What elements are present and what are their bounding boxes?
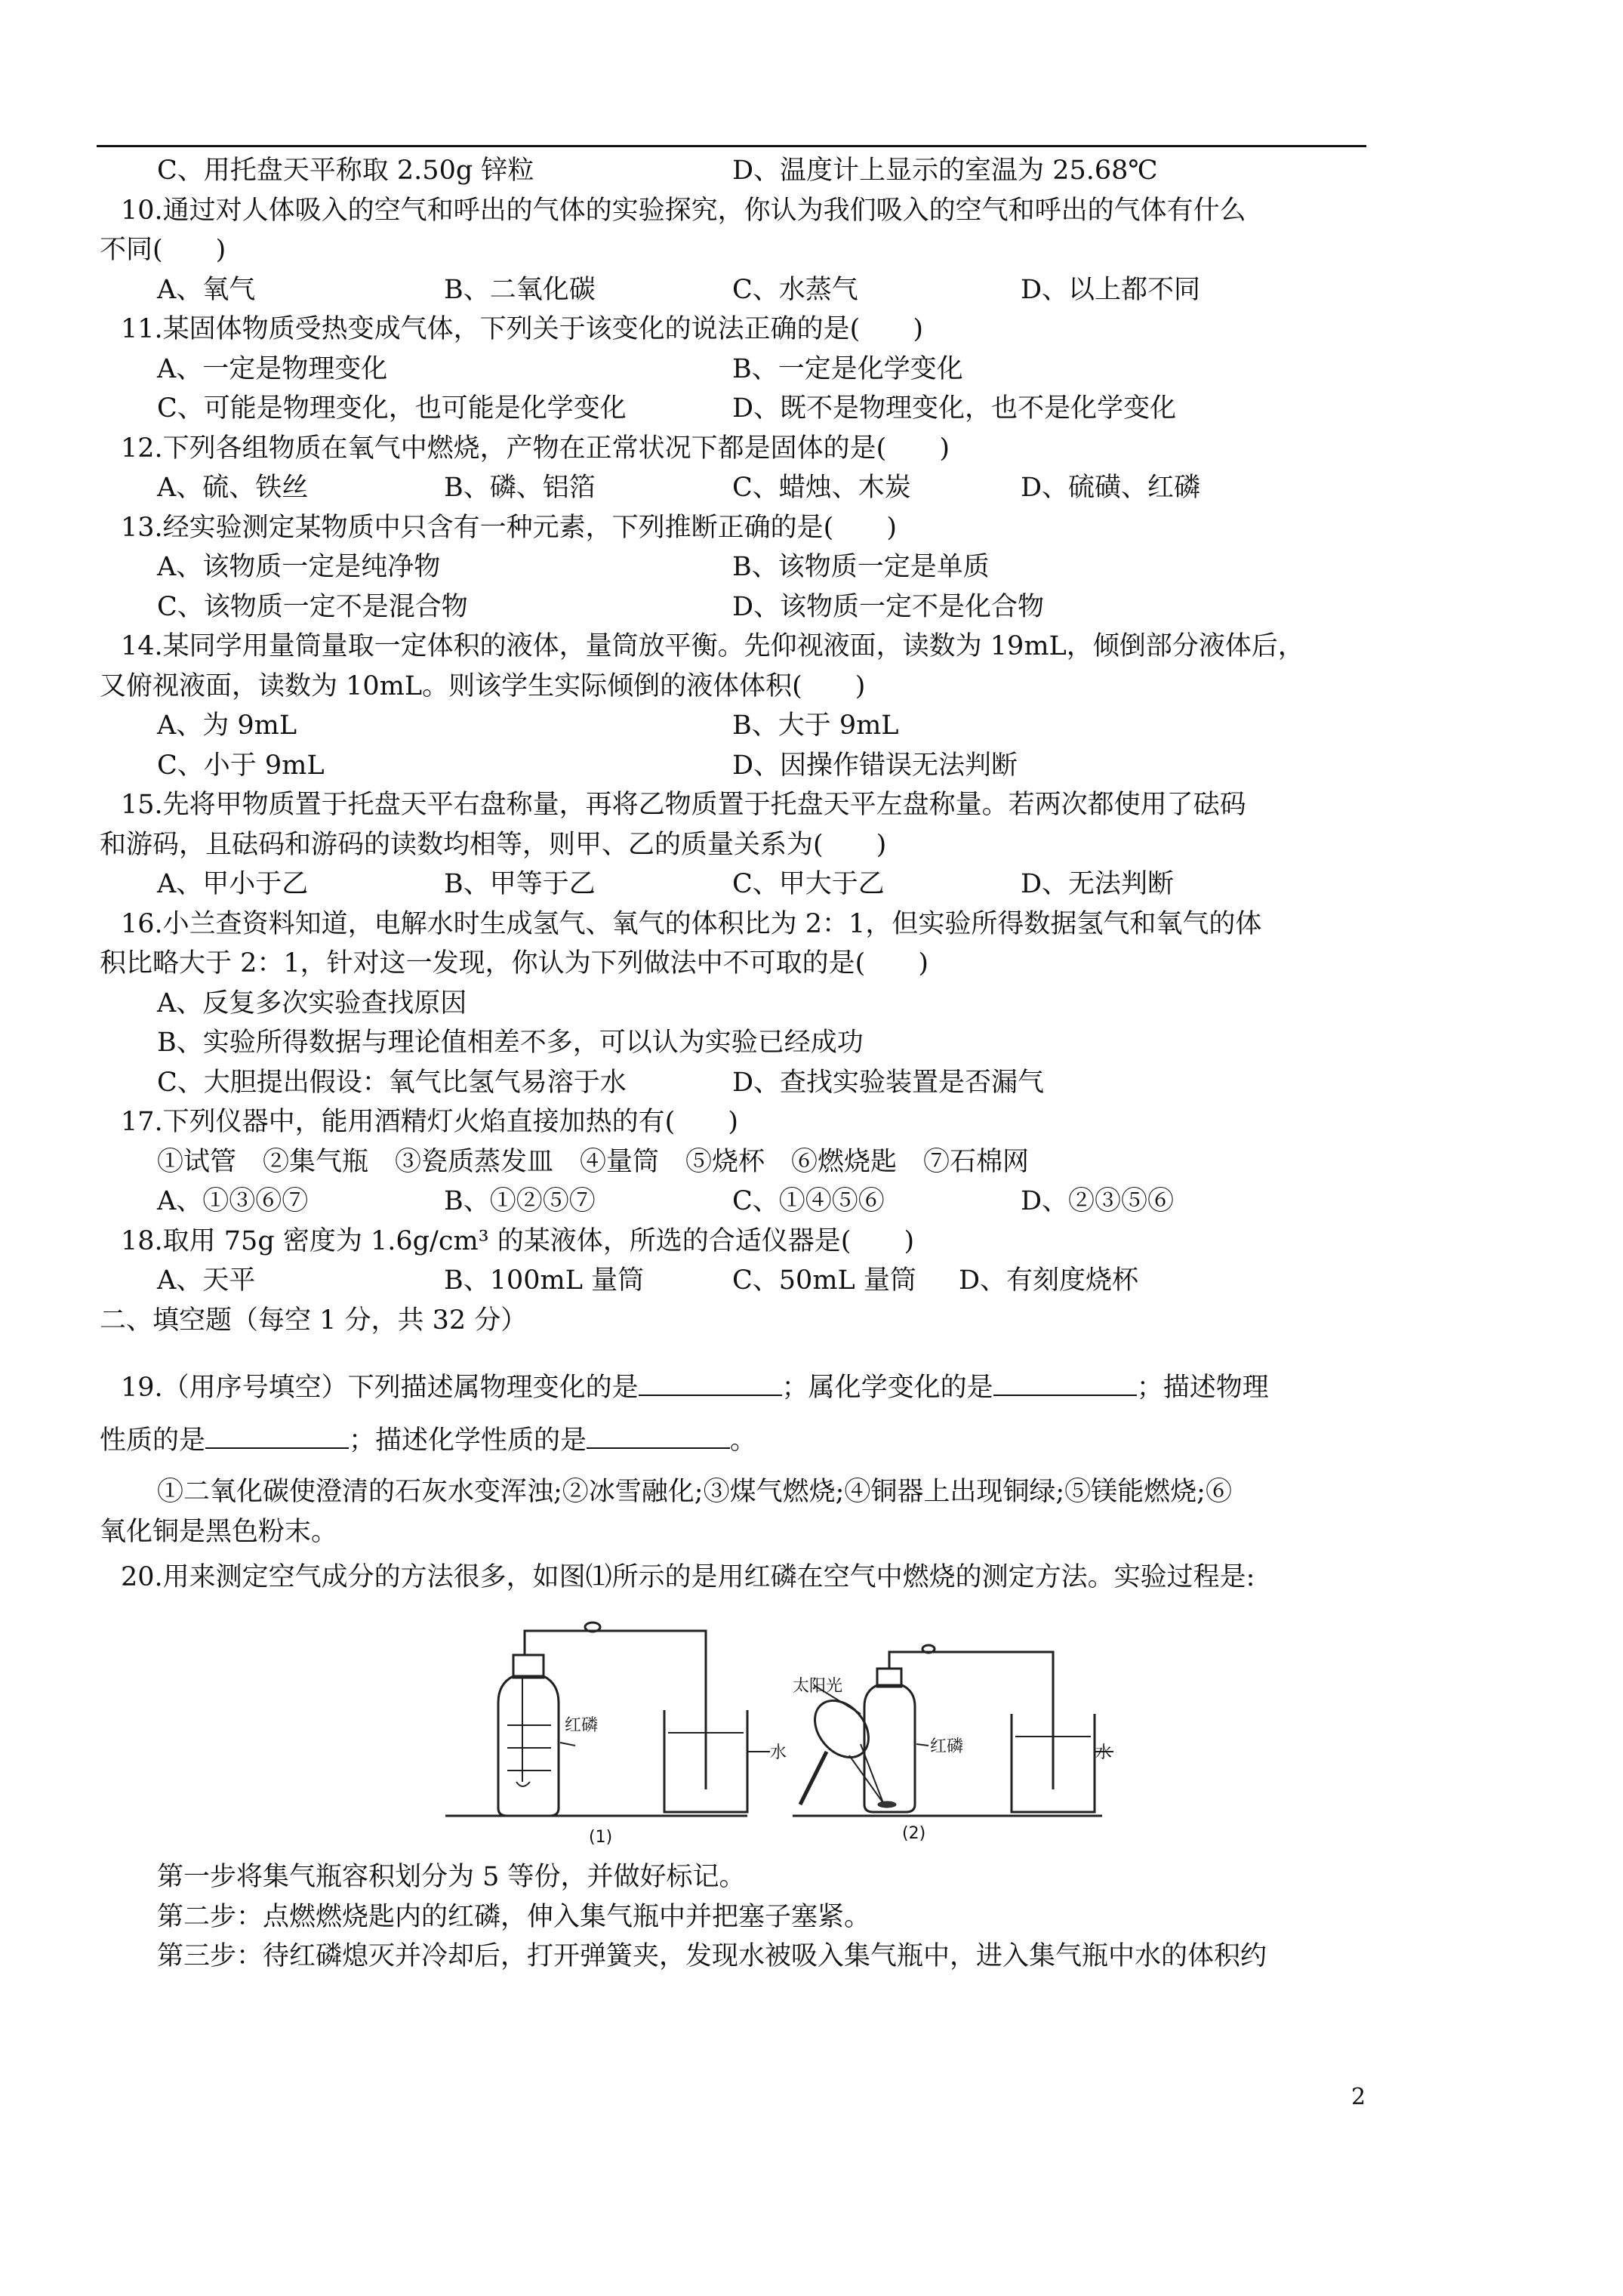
figure1-label-water: 水 [770,1743,787,1762]
q14-option-c: C、小于 9mL [157,750,325,781]
figure1-caption: (1) [589,1828,613,1847]
q18-option-c: C、50mL 量筒 [732,1265,916,1296]
step-3: 第三步：待红磷熄灭并冷却后，打开弹簧夹，发现水被吸入集气瓶中，进入集气瓶中水的体积约 [157,1941,1267,1971]
q18-option-d: D、有刻度烧杯 [959,1265,1139,1296]
figure2-magnifier-handle [800,1752,827,1804]
q19-text-5: ；描述化学性质的是 [349,1425,587,1456]
step-2: 第二步：点燃燃烧匙内的红磷，伸入集气瓶中并把塞子塞紧。 [157,1902,871,1932]
header-rule [97,145,1366,147]
q15-option-c: C、甲大于乙 [732,869,885,899]
apparatus-figure [438,1601,1117,1850]
q12-option-b: B、磷、铝箔 [444,473,596,503]
q17-items: ①试管 ②集气瓶 ③瓷质蒸发皿 ④量筒 ⑤烧杯 ⑥燃烧匙 ⑦石棉网 [157,1147,1030,1177]
section-2-heading: 二、填空题（每空 1 分，共 32 分） [100,1305,528,1336]
q15-option-b: B、甲等于乙 [444,869,596,899]
q13-stem: 13.经实验测定某物质中只含有一种元素，下列推断正确的是( ) [121,513,897,543]
q10-option-a: A、氧气 [157,275,256,305]
q10-option-d: D、以上都不同 [1021,275,1201,305]
q14-option-b: B、大于 9mL [732,710,899,741]
q9-option-d: D、温度计上显示的室温为 25.68℃ [732,156,1158,186]
q10-stem-1: 10.通过对人体吸入的空气和呼出的气体的实验探究，你认为我们吸入的空气和呼出的气体有什么 [121,196,1246,226]
q14-option-d: D、因操作错误无法判断 [732,750,1018,781]
figure2-label-sunlight: 太阳光 [793,1677,843,1696]
figure2-label-red-phosphorus: 红磷 [930,1737,964,1756]
q16-option-c: C、大胆提出假设：氧气比氢气易溶于水 [157,1068,627,1098]
q19-blank-chemical-change[interactable] [993,1369,1137,1396]
q17-option-c: C、①④⑤⑥ [732,1186,885,1216]
q19-text-3: ；描述物理 [1136,1373,1269,1403]
q20-stem: 20.用来测定空气成分的方法很多，如图⑴所示的是用红磷在空气中燃烧的测定方法。实验过程是: [121,1562,1255,1592]
q19-blank-physical-property[interactable] [205,1422,349,1449]
q19-blank-chemical-property[interactable] [587,1422,730,1449]
q18-option-a: A、天平 [157,1265,256,1296]
q14-option-a: A、为 9mL [157,710,297,741]
figure1-gas-bottle [498,1676,559,1816]
q17-option-a: A、①③⑥⑦ [157,1186,309,1216]
q15-stem-2: 和游码，且砝码和游码的读数均相等，则甲、乙的质量关系为( ) [100,830,887,860]
q11-option-a: A、一定是物理变化 [157,354,388,384]
q17-option-d: D、②③⑤⑥ [1021,1186,1175,1216]
step-1: 第一步将集气瓶容积划分为 5 等份，并做好标记。 [157,1862,746,1892]
q19-line-2 [100,1421,756,1460]
q18-option-b: B、100mL 量筒 [444,1265,645,1296]
q16-stem-2: 积比略大于 2：1，针对这一发现，你认为下列做法中不可取的是( ) [100,948,929,978]
q19-text-2: ；属化学变化的是 [781,1373,993,1403]
figure2-gas-bottle [864,1685,915,1812]
q11-option-b: B、一定是化学变化 [732,354,963,384]
figure2-caption: (2) [902,1824,926,1843]
q10-option-c: C、水蒸气 [732,275,858,305]
q19-line-4: 氧化铜是黑色粉末。 [100,1517,338,1547]
q19-line-3: ①二氧化碳使澄清的石灰水变浑浊;②冰雪融化;③煤气燃烧;④铜器上出现铜绿;⑤镁能燃烧;⑥ [157,1477,1232,1507]
q17-stem: 17.下列仪器中，能用酒精灯火焰直接加热的有( ) [121,1107,738,1137]
q12-option-d: D、硫磺、红磷 [1021,473,1201,503]
figure2-spring-clip [922,1645,935,1653]
q19-text-4: 性质的是 [100,1425,206,1456]
q16-option-b: B、实验所得数据与理论值相差不多，可以认为实验已经成功 [157,1028,864,1058]
figure2-label-water: 水 [1095,1743,1112,1762]
q19-line-1 [121,1368,1269,1407]
q15-stem-1: 15.先将甲物质置于托盘天平右盘称量，再将乙物质置于托盘天平左盘称量。若两次都使用了砝码 [121,790,1246,820]
q15-option-a: A、甲小于乙 [157,869,309,899]
figure1-stopper [513,1655,544,1678]
q13-option-c: C、该物质一定不是混合物 [157,592,468,622]
q12-option-c: C、蜡烛、木炭 [732,473,911,503]
q11-option-c: C、可能是物理变化，也可能是化学变化 [157,393,627,424]
figure1-label-red-phosphorus: 红磷 [565,1716,599,1735]
q19-text-6: 。 [730,1425,757,1456]
q10-stem-2: 不同( ) [100,235,226,265]
q14-stem-1: 14.某同学用量筒量取一定体积的液体，量筒放平衡。先仰视液面，读数为 19mL，倾倒部分液体后， [121,631,1304,661]
q13-option-d: D、该物质一定不是化合物 [732,592,1045,622]
q12-stem: 12.下列各组物质在氧气中燃烧，产物在正常状况下都是固体的是( ) [121,433,950,464]
q13-option-b: B、该物质一定是单质 [732,552,990,582]
figure1-tube [525,1631,706,1789]
q16-option-d: D、查找实验装置是否漏气 [732,1068,1045,1098]
q16-stem-1: 16.小兰查资料知道，电解水时生成氢气、氧气的体积比为 2：1，但实验所得数据氢气和氧气的体 [121,909,1262,939]
q13-option-a: A、该物质一定是纯净物 [157,552,441,582]
q14-stem-2: 又俯视液面，读数为 10mL。则该学生实际倾倒的液体体积( ) [100,671,866,701]
q11-option-d: D、既不是物理变化，也不是化学变化 [732,393,1177,424]
q18-stem: 18.取用 75g 密度为 1.6g/cm³ 的某液体，所选的合适仪器是( ) [121,1226,915,1256]
q9-option-c: C、用托盘天平称取 2.50g 锌粒 [157,156,534,186]
q19-text-1: 19.（用序号填空）下列描述属物理变化的是 [121,1373,639,1403]
page-number: 2 [1351,2084,1366,2110]
q10-option-b: B、二氧化碳 [444,275,596,305]
q15-option-d: D、无法判断 [1021,869,1175,899]
q11-stem: 11.某固体物质受热变成气体，下列关于该变化的说法正确的是( ) [121,314,923,344]
figure2-stopper [877,1669,901,1687]
q19-blank-physical-change[interactable] [639,1369,782,1396]
q12-option-a: A、硫、铁丝 [157,473,309,503]
q17-option-b: B、①②⑤⑦ [444,1186,596,1216]
q16-option-a: A、反复多次实验查找原因 [157,988,467,1019]
